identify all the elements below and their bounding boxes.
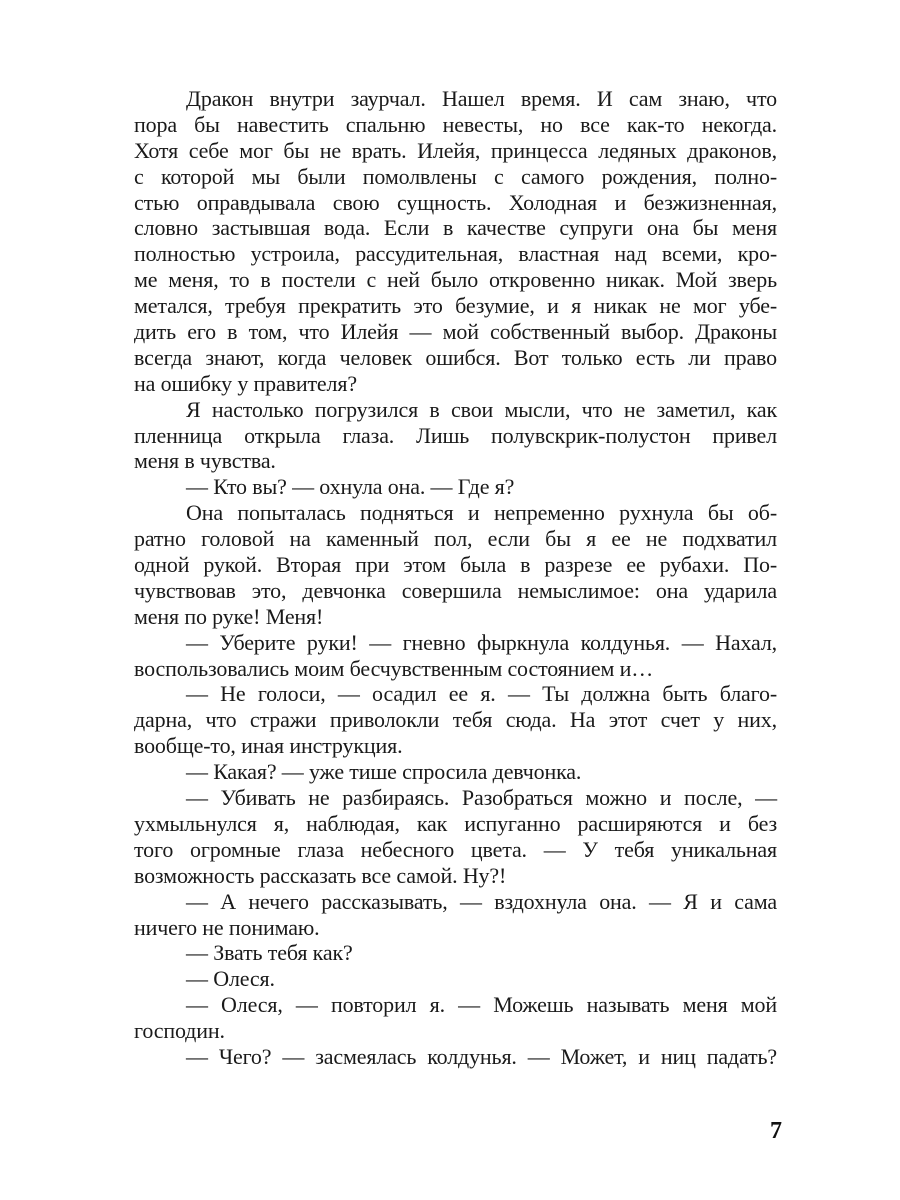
text-line: меня в чувства.: [134, 448, 276, 474]
text-line: чувствовав это, девчонка совершила немыслимое: она ударила: [134, 577, 777, 603]
text-line: вообще-то, иная инструкция.: [134, 733, 403, 759]
text-line: — Олеся, — повторил я. — Можешь называть меня мой: [186, 992, 777, 1018]
text-line: — Убивать не разбираясь. Разобраться можно и после, —: [186, 785, 777, 811]
text-line: — Чего? — засмеялась колдунья. — Может, и ниц падать?: [186, 1043, 777, 1069]
text-line: одной рукой. Вторая при этом была в разрезе ее рубахи. По-: [134, 552, 777, 578]
text-line: Хотя себе мог бы не врать. Илейя, принцесса ледяных драконов,: [134, 137, 777, 163]
text-line: — Уберите руки! — гневно фыркнула колдунья. — Нахал,: [186, 629, 777, 655]
text-line: меня по руке! Меня!: [134, 603, 324, 629]
text-line: Она попыталась подняться и непременно рухнула бы об-: [186, 500, 777, 526]
text-line: возможность рассказать все самой. Ну?!: [134, 862, 507, 888]
text-line: господин.: [134, 1018, 225, 1044]
text-line: с которой мы были помолвлены с самого рождения, полно-: [134, 163, 777, 189]
text-line: всегда знают, когда человек ошибся. Вот только есть ли право: [134, 344, 777, 370]
text-line: — Не голоси, — осадил ее я. — Ты должна быть благо-: [186, 681, 777, 707]
text-line: дить его в том, что Илейя — мой собственный выбор. Драконы: [134, 319, 777, 345]
text-line: Дракон внутри заурчал. Нашел время. И сам знаю, что: [186, 86, 777, 111]
text-line: ратно головой на каменный пол, если бы я ее не подхватил: [134, 526, 777, 552]
text-line: полностью устроила, рассудительная, властная над всеми, кро-: [134, 241, 777, 267]
text-line: того огромные глаза небесного цвета. — У тебя уникальная: [134, 836, 777, 862]
text-line: пленница открыла глаза. Лишь полувскрик-полустон привел: [134, 422, 777, 448]
text-line: — Какая? — уже тише спросила девчонка.: [186, 759, 582, 785]
page-body-text: [134, 86, 777, 1070]
text-line: ме меня, то в постели с ней было откровенно никак. Мой зверь: [134, 267, 777, 293]
text-line: словно застывшая вода. Если в качестве супруги она бы меня: [134, 215, 777, 241]
text-line: — Кто вы? — охнула она. — Где я?: [186, 474, 515, 500]
page-number: 7: [770, 1118, 782, 1144]
text-line: пора бы навестить спальню невесты, но все как-то некогда.: [134, 111, 777, 137]
text-line: Я настолько погрузился в свои мысли, что не заметил, как: [186, 396, 777, 422]
text-line: дарна, что стражи приволокли тебя сюда. На этот счет у них,: [134, 707, 777, 733]
text-line: метался, требуя прекратить это безумие, и я никак не мог убе-: [134, 293, 777, 319]
text-line: стью оправдывала свою сущность. Холодная и безжизненная,: [134, 189, 777, 215]
text-line: на ошибку у правителя?: [134, 370, 357, 396]
text-line: — Звать тебя как?: [186, 940, 353, 966]
text-line: — А нечего рассказывать, — вздохнула она. — Я и сама: [186, 888, 777, 914]
text-line: ухмыльнулся я, наблюдая, как испуганно расширяются и без: [134, 810, 777, 836]
text-line: — Олеся.: [186, 966, 275, 992]
text-line: ничего не понимаю.: [134, 914, 320, 940]
text-line: воспользовались моим бесчувственным состоянием и…: [134, 655, 654, 681]
